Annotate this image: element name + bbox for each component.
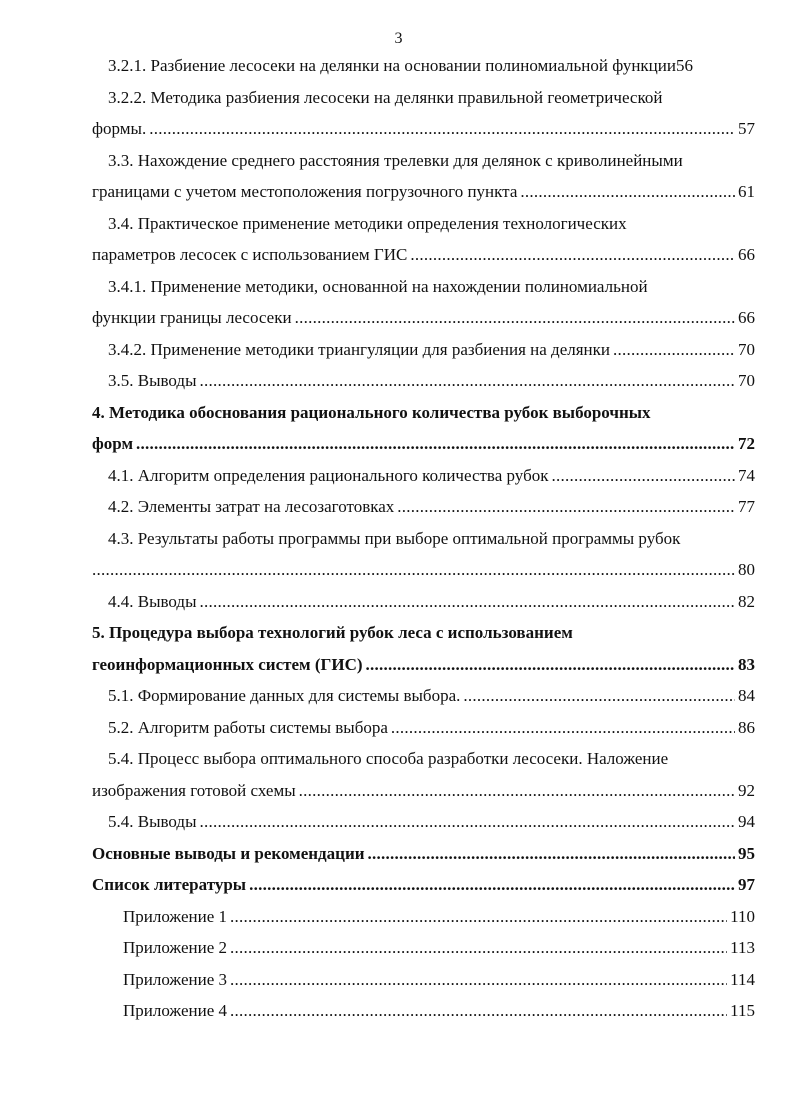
toc-entry-title-line2: границами с учетом местоположения погрузочного пункта — [92, 182, 518, 201]
toc-entry-title: Приложение 3 — [123, 969, 227, 989]
toc-entry-3-2-1[interactable] — [92, 50, 755, 82]
toc-entry-page: 56 — [675, 56, 693, 75]
leader-dots — [136, 428, 735, 460]
toc-entry-3-5[interactable] — [92, 365, 755, 397]
toc-entry-page: 70 — [738, 339, 755, 359]
toc-entry-title-line2: изображения готовой схемы — [92, 780, 296, 800]
toc-entry-page: 94 — [738, 812, 755, 831]
leader-dots — [520, 176, 735, 208]
toc-entry-title-line1: 5.4. Процесс выбора оптимального способа разработки лесосеки. Наложение — [108, 749, 669, 768]
toc-entry-title-line1: 3.2.2. Методика разбиения лесосеки на делянки правильной геометрической — [108, 87, 663, 107]
leader-dots — [230, 995, 727, 1027]
toc-entry-title-line1: 4.3. Результаты работы программы при выборе оптимальной программы рубок — [108, 528, 681, 548]
page-number: 3 — [394, 30, 403, 47]
leader-dots — [249, 869, 735, 901]
toc-entry-page: 77 — [738, 497, 755, 516]
toc-entry-title: 3.2.1. Разбиение лесосеки на делянки на основании полиномиальной функции — [108, 56, 676, 75]
toc-entry-title: Основные выводы и рекомендации — [92, 843, 365, 863]
toc-entry-title: 5.1. Формирование данных для системы выбора. — [108, 686, 461, 705]
toc-main-conclusions[interactable] — [92, 838, 755, 870]
toc-entry-page: 80 — [738, 560, 755, 579]
toc-entry-5-2[interactable] — [92, 712, 755, 744]
toc-entry-page: 82 — [738, 591, 755, 611]
toc-entry-title: Список литературы — [92, 875, 247, 894]
toc-entry-page: 113 — [730, 938, 755, 957]
toc-entry-title-line1: 5. Процедура выбора технологий рубок леса с использованием — [92, 623, 573, 642]
leader-dots — [397, 491, 735, 523]
toc-entry-title: 3.5. Выводы — [108, 371, 197, 390]
leader-dots — [613, 334, 735, 366]
leader-dots — [551, 460, 735, 492]
toc-entry-3-4[interactable] — [92, 208, 755, 271]
leader-dots — [230, 964, 727, 996]
toc-entry-5-4-conclusions[interactable] — [92, 806, 755, 838]
table-of-contents — [92, 50, 755, 1027]
leader-dots — [366, 649, 735, 681]
toc-entry-3-4-2[interactable] — [92, 334, 755, 366]
toc-entry-page: 57 — [738, 119, 755, 138]
toc-entry-title: 4.1. Алгоритм определения рационального количества рубок — [108, 465, 549, 485]
toc-entry-4-2[interactable] — [92, 491, 755, 523]
toc-entry-page: 110 — [730, 906, 755, 926]
toc-entry-title: Приложение 1 — [123, 906, 227, 926]
leader-dots — [463, 680, 735, 712]
leader-dots — [230, 932, 727, 964]
toc-entry-page: 95 — [738, 843, 755, 863]
toc-entry-4-4[interactable] — [92, 586, 755, 618]
toc-entry-page: 66 — [738, 245, 755, 264]
toc-entry-title: 4.4. Выводы — [108, 591, 197, 611]
toc-entry-page: 83 — [738, 654, 755, 674]
toc-entry-page: 74 — [738, 465, 755, 485]
toc-entry-page: 84 — [738, 686, 755, 705]
leader-dots — [391, 712, 735, 744]
toc-entry-title-line2: форм — [92, 434, 134, 453]
toc-chapter-4[interactable] — [92, 397, 755, 460]
toc-entry-3-2-2[interactable] — [92, 82, 755, 145]
toc-entry-title: 5.2. Алгоритм работы системы выбора — [108, 717, 388, 737]
toc-entry-3-4-1[interactable] — [92, 271, 755, 334]
toc-entry-title-line1: 3.4.1. Применение методики, основанной на нахождении полиномиальной — [108, 276, 648, 296]
leader-dots — [368, 838, 735, 870]
toc-entry-page: 115 — [730, 1001, 755, 1020]
toc-entry-title-line2: функции границы лесосеки — [92, 308, 292, 327]
toc-entry-title: Приложение 2 — [123, 938, 227, 957]
toc-entry-page: 97 — [738, 875, 755, 894]
toc-entry-5-1[interactable] — [92, 680, 755, 712]
toc-entry-page: 72 — [738, 434, 755, 453]
toc-entry-page: 92 — [738, 780, 755, 800]
toc-entry-page: 66 — [738, 308, 755, 327]
toc-entry-3-3[interactable] — [92, 145, 755, 208]
toc-entry-title-line1: 3.4. Практическое применение методики определения технологических — [108, 213, 627, 233]
toc-entry-title: 5.4. Выводы — [108, 812, 197, 831]
toc-entry-title-line1: 3.3. Нахождение среднего расстояния трелевки для делянок с криволинейными — [108, 150, 683, 170]
leader-dots — [295, 302, 735, 334]
toc-appendix-4[interactable] — [92, 995, 755, 1027]
leader-dots — [200, 806, 735, 838]
toc-entry-page: 61 — [738, 182, 755, 201]
toc-chapter-5[interactable] — [92, 617, 755, 680]
toc-appendix-2[interactable] — [92, 932, 755, 964]
toc-entry-title: 4.2. Элементы затрат на лесозаготовках — [108, 497, 395, 516]
leader-dots — [200, 365, 735, 397]
leader-dots — [230, 901, 727, 933]
toc-entry-title-line1: 4. Методика обоснования рационального количества рубок выборочных — [92, 402, 651, 422]
leader-dots — [92, 554, 735, 586]
leader-dots — [200, 586, 735, 618]
toc-entry-page: 114 — [730, 969, 755, 989]
toc-entry-page: 86 — [738, 717, 755, 737]
leader-dots — [299, 775, 735, 807]
toc-entry-title-line2: формы. — [92, 119, 147, 138]
toc-entry-title-line2: параметров лесосек с использованием ГИС — [92, 245, 408, 264]
toc-entry-4-1[interactable] — [92, 460, 755, 492]
toc-entry-title: 3.4.2. Применение методики триангуляции для разбиения на делянки — [108, 339, 610, 359]
toc-references[interactable] — [92, 869, 755, 901]
toc-appendix-1[interactable] — [92, 901, 755, 933]
toc-entry-4-3[interactable] — [92, 523, 755, 586]
toc-entry-page: 70 — [738, 371, 755, 390]
toc-entry-title: Приложение 4 — [123, 1001, 227, 1020]
leader-dots — [149, 113, 735, 145]
toc-entry-title-line2: геоинформационных систем (ГИС) — [92, 654, 363, 674]
toc-entry-5-4-process[interactable] — [92, 743, 755, 806]
leader-dots — [410, 239, 735, 271]
toc-appendix-3[interactable] — [92, 964, 755, 996]
